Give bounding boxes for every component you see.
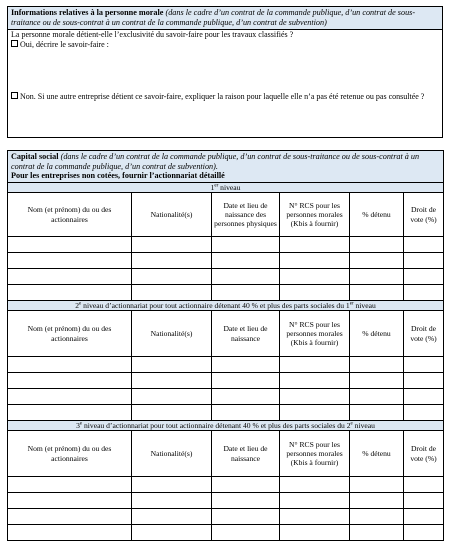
option-no <box>11 92 439 102</box>
personne-morale-body <box>8 30 443 138</box>
table-row[interactable] <box>8 237 444 253</box>
form-page <box>7 6 443 541</box>
table-row[interactable] <box>8 509 444 525</box>
col-nationalite: Nationalité(s) <box>132 311 212 357</box>
table-row[interactable] <box>8 477 444 493</box>
personne-morale-header <box>8 7 443 30</box>
col-nom: Nom (et prénom) du ou des actionnaires <box>8 431 132 477</box>
level-2-title: 2e niveau d’actionnariat pour tout actionnaire détenant 40 % et plus des parts sociales du 1er niveau <box>8 301 444 311</box>
section1-title-note: (dans le cadre d’un contrat de la commande publique, d’un contrat de sous-traitance ou de sous-contrat à un contrat de la commande publique, d’un contrat de subvention) <box>11 8 416 27</box>
col-droit-vote: Droit de vote (%) <box>404 431 444 477</box>
option-yes-label: Oui, décrire le savoir-faire : <box>20 40 109 49</box>
section2-title-note: (dans le cadre d’un contrat de la commande publique, d’un contrat de sous-traitance ou de sous-contrat à un contrat de la commande publique, d’un contrat de subvention). <box>11 152 420 171</box>
col-rcs: N° RCS pour les personnes morales (Kbis à fournir) <box>280 311 350 357</box>
level-3-title: 3e niveau d’actionnariat pour tout actionnaire détenant 40 % et plus des parts sociales du 2e niveau <box>8 421 444 431</box>
col-nationalite: Nationalité(s) <box>132 193 212 237</box>
section2-title: Capital social <box>11 152 59 161</box>
col-naissance: Date et lieu de naissance <box>212 311 280 357</box>
level-1-title: 1er niveau <box>8 183 444 193</box>
capital-social-header <box>8 151 444 183</box>
col-rcs: N° RCS pour les personnes morales (Kbis à fournir) <box>280 193 350 237</box>
table-row[interactable] <box>8 269 444 285</box>
col-detenu: % détenu <box>350 431 404 477</box>
col-detenu: % détenu <box>350 193 404 237</box>
table-row[interactable] <box>8 253 444 269</box>
col-droit-vote: Droit de vote (%) <box>404 193 444 237</box>
option-no-label: Non. Si une autre entreprise détient ce savoir-faire, expliquer la raison pour laquelle elle n’a pas été retenue ou pas consultée ? <box>20 92 425 101</box>
table-row[interactable] <box>8 373 444 389</box>
capital-social-table <box>7 150 444 541</box>
table-row[interactable] <box>8 525 444 541</box>
section1-title: Informations relatives à la personne morale <box>11 8 164 17</box>
table-row[interactable] <box>8 357 444 373</box>
col-rcs: N° RCS pour les personnes morales (Kbis à fournir) <box>280 431 350 477</box>
option-yes <box>11 40 439 50</box>
table-row[interactable] <box>8 285 444 301</box>
col-naissance: Date et lieu de naissance des personnes physiques <box>212 193 280 237</box>
col-nom: Nom (et prénom) du ou des actionnaires <box>8 311 132 357</box>
table-row[interactable] <box>8 493 444 509</box>
yes-checkbox[interactable] <box>11 40 18 47</box>
no-checkbox[interactable] <box>11 92 18 99</box>
exclusivity-question: La personne morale détient-elle l’exclusivité du savoir-faire pour les travaux classifiés ? <box>11 30 294 39</box>
col-nationalite: Nationalité(s) <box>132 431 212 477</box>
col-nom: Nom (et prénom) du ou des actionnaires <box>8 193 132 237</box>
section2-subtitle: Pour les entreprises non cotées, fournir l’actionnariat détaillé <box>11 171 225 181</box>
col-droit-vote: Droit de vote (%) <box>404 311 444 357</box>
col-detenu: % détenu <box>350 311 404 357</box>
col-naissance: Date et lieu de naissance <box>212 431 280 477</box>
table-row[interactable] <box>8 389 444 405</box>
table-row[interactable] <box>8 405 444 421</box>
personne-morale-table <box>7 6 443 138</box>
